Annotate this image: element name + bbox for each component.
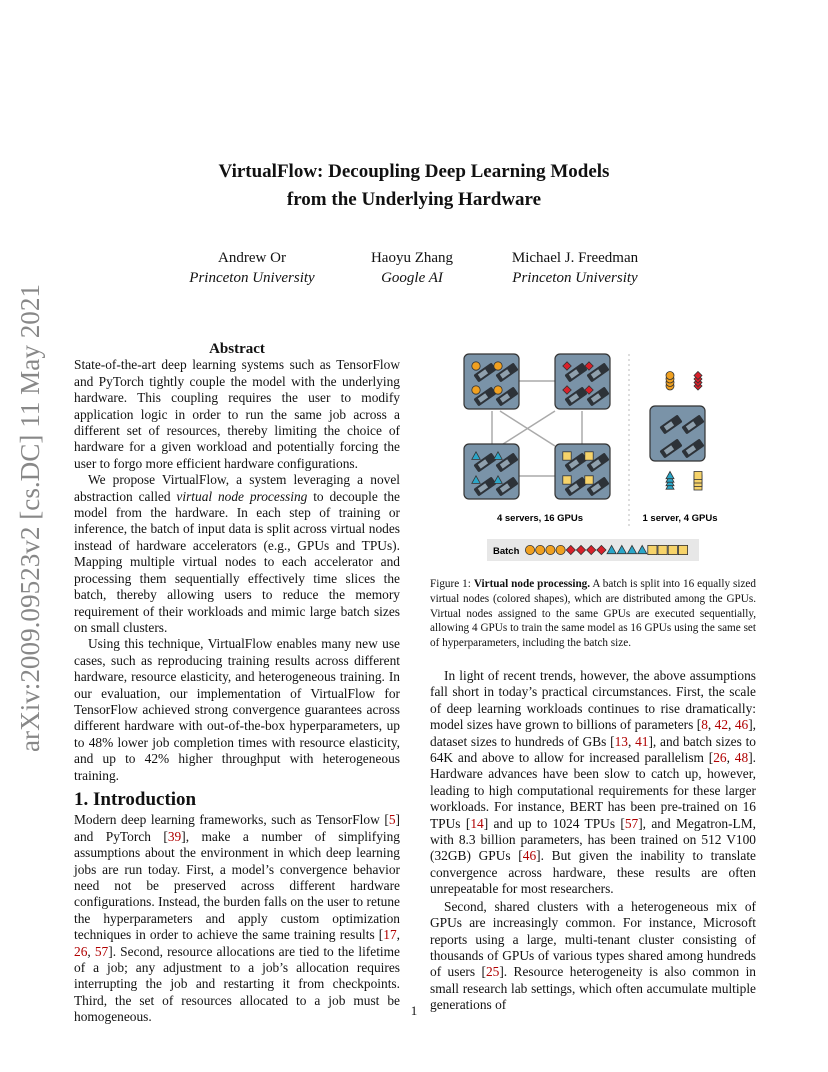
server-icon [464, 354, 519, 409]
square-node-icon [563, 476, 571, 484]
citation-link[interactable]: 8 [701, 717, 708, 733]
server-icon [464, 444, 519, 499]
figure-1 [430, 346, 756, 650]
circle-node-icon [546, 545, 555, 554]
abstract-paragraph-2: We propose VirtualFlow, a system leveraging a novel abstraction called virtual node processing to decouple the model from the hardware. In each step of training or inference, the batch of input data is split across virtual nodes instead of hardware accelerators (e.g., GPUs and TPUs). Mapping multiple virtual nodes to each accelerator and processing them sequentially effectively time slices the batch, thereby allowing users to reduce the memory requirement of their workloads and mimic large batch sizes on small clusters. [74, 472, 400, 635]
circle-node-icon [472, 386, 480, 394]
label-left: 4 servers, 16 GPUs [496, 513, 584, 524]
circle-node-icon [494, 386, 502, 394]
batch-label: Batch [493, 546, 520, 557]
right-paragraph-1: In light of recent trends, however, the above assumptions fall short in today’s practical circumstances. First, the scale of deep learning workloads continues to rise dramatically: model sizes have grown to billions of parameters [8, 42, 46], dataset sizes to hundreds of GBs [13, 41], and batch sizes to 64K and above to allow for increased parallelism [26, 48]. Hardware advances have been slow to catch up, however, leading to high computational requirements for these larger workloads. For instance, BERT has been pre-trained on 16 TPUs [14] and up to 1024 TPUs [57], and Megatron-LM, with 8.3 billion parameters, has been trained on 512 V100 (32GB) GPUs [46]. But given the inability to translate convergence across hardware, these results are often unrepeatable for most researchers. [430, 668, 757, 897]
citation-link[interactable]: 26 [74, 943, 88, 959]
square-node-icon [585, 476, 593, 484]
abstract-heading: Abstract [209, 341, 265, 357]
title-line-1: VirtualFlow: Decoupling Deep Learning Models [218, 161, 610, 182]
citation-link[interactable]: 25 [485, 964, 500, 980]
citation-link[interactable]: 26 [713, 750, 727, 766]
label-right: 1 server, 4 GPUs [642, 513, 718, 524]
square-node-icon [648, 545, 657, 554]
author-name: Andrew Or [218, 250, 286, 266]
author-3 [465, 248, 685, 288]
server-icon [650, 406, 705, 461]
circle-node-icon [556, 545, 565, 554]
right-column [430, 668, 756, 1014]
square-node-icon [694, 472, 702, 480]
page-number: 1 [410, 1003, 418, 1018]
author-name: Michael J. Freedman [511, 250, 639, 266]
server-group [464, 354, 705, 499]
arxiv-id: arXiv:2009.09523v2 [cs.DC] 11 May 2021 [15, 286, 45, 752]
server-icon [555, 444, 610, 499]
right-paragraph-2: Second, shared clusters with a heterogeneous mix of GPUs are increasingly common. For instance, Microsoft reports using a large, multi-tenant cluster consisting of thousands of GPUs of various types shared among hundreds of users [25]. Resource heterogeneity is also common in small research lab settings, which often accumulate multiple generations of [430, 898, 756, 1013]
citation-link[interactable]: 46 [734, 717, 749, 733]
circle-node-icon [472, 362, 480, 370]
server-board [464, 444, 519, 499]
server-board [464, 354, 519, 409]
arxiv-stamp [12, 282, 46, 762]
paper-title [0, 158, 828, 214]
abstract-paragraph-1: State-of-the-art deep learning systems such as TensorFlow and PyTorch tightly couple the model with the underlying hardware. This coupling requires the user to modify application logic in order to run the same job across a different set of resources, thereby limiting the choice of hardware for a given workload and potentially forcing the user to forgo more efficient hardware configurations. [74, 357, 400, 471]
circle-node-icon [536, 545, 545, 554]
author-affiliation: Google AI [381, 270, 443, 286]
citation-link[interactable]: 48 [734, 750, 749, 766]
citation-link[interactable]: 39 [167, 828, 182, 844]
citation-link[interactable]: 46 [522, 848, 537, 864]
title-line-2: from the Underlying Hardware [286, 189, 542, 210]
square-node-icon [585, 452, 593, 460]
server-board [650, 406, 705, 461]
citation-link[interactable]: 57 [94, 943, 109, 959]
square-node-icon [668, 545, 677, 554]
figure-caption: Figure 1: Virtual node processing. A batch is split into 16 equally sized virtual nodes (colored shapes), which are distributed among the GPUs. Virtual nodes assigned to the same GPUs are executed sequentially, allowing 4 GPUs to train the same model as 16 GPUs using the same set of hyperparameters, including the batch size. [430, 578, 756, 650]
circle-node-icon [666, 372, 674, 380]
author-affiliation: Princeton University [189, 270, 315, 286]
author-name: Haoyu Zhang [370, 250, 454, 266]
figure-1-diagram [430, 346, 756, 571]
square-node-icon [658, 545, 667, 554]
citation-link[interactable]: 13 [614, 733, 628, 749]
citation-link[interactable]: 17 [383, 927, 397, 943]
square-node-icon [678, 545, 687, 554]
abstract-paragraph-3: Using this technique, VirtualFlow enables many new use cases, such as reproducing training results across different hardware, resource elasticity, and heterogeneous training. In our evaluation, our implementation of VirtualFlow for TensorFlow achieved strong convergence guarantees across different hardware with out-of-the-box hyperparameters, up to 48% lower job completion times with resource elasticity, and up to 42% higher throughput with heterogeneous training. [74, 636, 400, 783]
triangle-node-icon [666, 472, 674, 479]
circle-node-icon [525, 545, 534, 554]
intro-heading: 1. Introduction [74, 788, 197, 810]
citation-link[interactable]: 5 [388, 812, 396, 828]
citation-link[interactable]: 57 [624, 815, 639, 831]
server-board [555, 354, 610, 409]
citation-link[interactable]: 14 [470, 815, 484, 831]
left-column [74, 341, 400, 1026]
circle-node-icon [494, 362, 502, 370]
server-icon [555, 354, 610, 409]
intro-paragraph-1: Modern deep learning frameworks, such as TensorFlow [5] and PyTorch [39], make a number of simplifying assumptions about the environment in which deep learning jobs are run today. First, a model’s convergence behavior need not be preserved across different hardware configurations. Instead, the burden falls on the user to retune the hyperparameters and apply custom optimization techniques in order to achieve the same training results [17, 26, 57]. Second, resource allocations are tied to the lifetime of a job; any adjustment to a job’s allocation requires interrupting the job and restarting it from checkpoints. Third, the set of resources allocated to a job must be homogeneous. [74, 812, 401, 1025]
square-node-icon [563, 452, 571, 460]
citation-link[interactable]: 42 [714, 717, 729, 733]
author-affiliation: Princeton University [512, 270, 638, 286]
citation-link[interactable]: 41 [635, 733, 649, 749]
